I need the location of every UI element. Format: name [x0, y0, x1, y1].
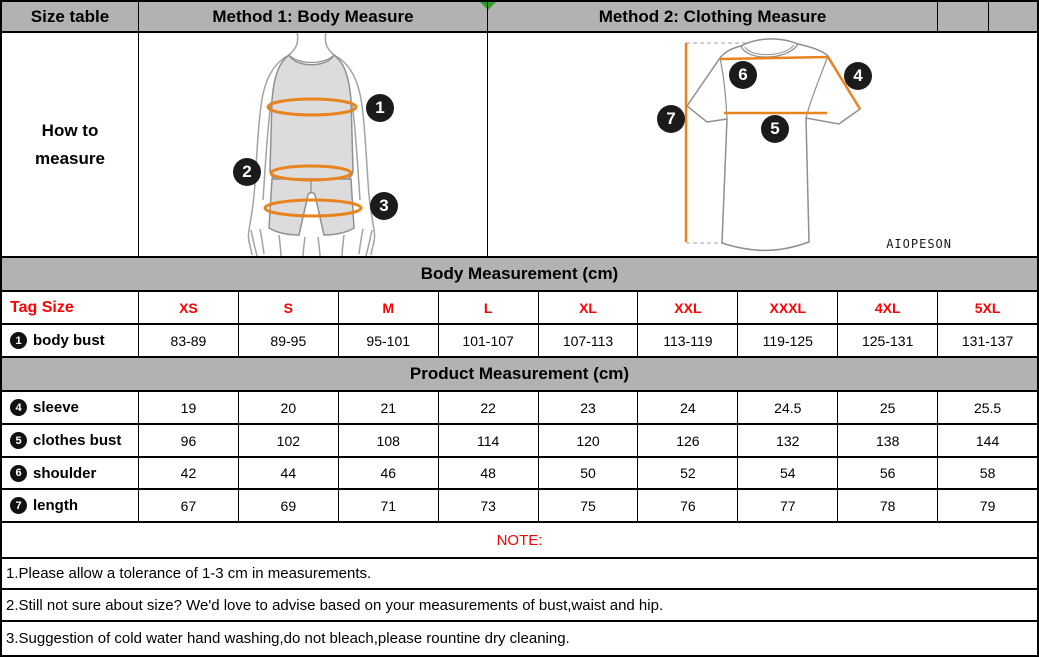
- body-bust-value: 89-95: [239, 325, 339, 356]
- body-bust-value: 131-137: [961, 332, 1014, 349]
- size-header: S: [239, 292, 339, 323]
- body-bust-label: [2, 325, 139, 356]
- body-bust-row: [2, 325, 1037, 358]
- product-measurement-title: Product Measurement (cm): [2, 358, 1037, 390]
- note-title: NOTE:: [496, 531, 543, 549]
- method1-header-label: Method 1: Body Measure: [212, 6, 414, 26]
- length-value: 71: [339, 490, 439, 521]
- sleeve-label: [2, 392, 139, 423]
- circled-5-icon: 5: [10, 432, 27, 449]
- length-value: 69: [239, 490, 339, 521]
- length-value: 76: [638, 490, 738, 521]
- size-header: XXL: [638, 292, 738, 323]
- body-measure-illustration: [139, 33, 488, 256]
- corner-flag-icon: [488, 2, 496, 10]
- clothes-bust-value: 114: [439, 425, 539, 456]
- shoulder-label-text: shoulder: [33, 464, 97, 482]
- sleeve-value: 22: [439, 392, 539, 423]
- shoulder-value: 56: [838, 458, 938, 488]
- length-value: 73: [439, 490, 539, 521]
- body-bust-value: 119-125: [738, 325, 838, 356]
- length-label: [2, 490, 139, 521]
- tag-size-label: Tag Size: [2, 292, 139, 323]
- shoulder-value: 44: [239, 458, 339, 488]
- hip-measure-badge: 3: [370, 192, 398, 220]
- length-value: 78: [838, 490, 938, 521]
- shoulder-value: 46: [339, 458, 439, 488]
- illustration-row: [2, 33, 1037, 258]
- size-header: L: [439, 292, 539, 323]
- clothing-measure-illustration: [488, 33, 1037, 256]
- sleeve-row: [2, 392, 1037, 425]
- sleeve-value: 25: [838, 392, 938, 423]
- shoulder-label: [2, 458, 139, 488]
- note-item: 3.Suggestion of cold water hand washing,do not bleach,please rountine dry cleaning.: [6, 630, 570, 647]
- shoulder-value: 58: [979, 465, 996, 481]
- circled-4-icon: 4: [10, 399, 27, 416]
- note-row-2: [2, 590, 1037, 622]
- shoulder-value: 54: [738, 458, 838, 488]
- sleeve-value: 20: [239, 392, 339, 423]
- clothes-bust-value: 138: [838, 425, 938, 456]
- body-bust-value: 125-131: [838, 325, 938, 356]
- length-row: [2, 490, 1037, 523]
- body-bust-value: 95-101: [339, 325, 439, 356]
- clothes-bust-value: 96: [139, 425, 239, 456]
- sleeve-label-text: sleeve: [33, 399, 79, 416]
- method1-header: [139, 2, 488, 31]
- how-to-measure-label: [2, 33, 139, 256]
- shoulder-value: 50: [539, 458, 639, 488]
- clothes-bust-label-text: clothes bust: [33, 432, 122, 449]
- sleeve-value: 23: [539, 392, 639, 423]
- size-header: XL: [539, 292, 639, 323]
- note-item: 1.Please allow a tolerance of 1-3 cm in measurements.: [6, 565, 372, 582]
- body-bust-value: 107-113: [539, 325, 639, 356]
- body-measurement-section-header: [2, 258, 1037, 292]
- clothes-bust-value: 120: [539, 425, 639, 456]
- length-measure-badge: 7: [657, 105, 685, 133]
- corner-flag-icon: [480, 2, 487, 9]
- sleeve-measure-badge: 4: [844, 62, 872, 90]
- tag-size-row: [2, 292, 1037, 325]
- tshirt-drawing: [489, 33, 1036, 256]
- size-header: XXXL: [738, 292, 838, 323]
- bust-measure-badge: 1: [366, 94, 394, 122]
- top-header-row: [2, 2, 1037, 33]
- shoulder-value: 48: [439, 458, 539, 488]
- clothes-bust-value: 102: [239, 425, 339, 456]
- note-title-row: [2, 523, 1037, 559]
- sleeve-value: 21: [339, 392, 439, 423]
- sleeve-value: 19: [139, 392, 239, 423]
- size-header: XS: [139, 292, 239, 323]
- clothes-bust-label: [2, 425, 139, 456]
- length-value: 79: [979, 497, 996, 514]
- body-bust-value: 101-107: [439, 325, 539, 356]
- waist-measure-badge: 2: [233, 158, 261, 186]
- shoulder-value: 42: [139, 458, 239, 488]
- length-value: 77: [738, 490, 838, 521]
- clothes-bust-value: 108: [339, 425, 439, 456]
- note-item: 2.Still not sure about size? We'd love to advise based on your measurements of bust,waist and hip.: [6, 596, 664, 614]
- note-row-3: [2, 622, 1037, 655]
- empty-header-cell: [938, 2, 989, 31]
- circled-1-icon: 1: [10, 332, 27, 349]
- method2-header-label: Method 2: Clothing Measure: [598, 6, 827, 26]
- length-label-text: length: [33, 497, 78, 514]
- size-header: 5XL: [974, 299, 1001, 316]
- body-figure-drawing: [139, 33, 487, 256]
- size-header: 4XL: [838, 292, 938, 323]
- size-table-header: Size table: [2, 2, 139, 31]
- sleeve-value: 24: [638, 392, 738, 423]
- size-header: M: [339, 292, 439, 323]
- product-measurement-section-header: [2, 358, 1037, 392]
- shoulder-measure-badge: 6: [729, 61, 757, 89]
- sleeve-value: 25.5: [973, 399, 1002, 416]
- sleeve-value: 24.5: [738, 392, 838, 423]
- shoulder-row: [2, 458, 1037, 490]
- note-row-1: [2, 559, 1037, 590]
- clothes-bust-value: 132: [738, 425, 838, 456]
- body-bust-value: 83-89: [139, 325, 239, 356]
- clothes-bust-row: [2, 425, 1037, 458]
- length-value: 67: [139, 490, 239, 521]
- how-to-line1: How to: [41, 121, 99, 141]
- circled-7-icon: 7: [10, 497, 27, 514]
- brand-label: AIOPESON: [886, 237, 952, 251]
- length-value: 75: [539, 490, 639, 521]
- body-bust-value: 113-119: [638, 325, 738, 356]
- method2-header: [488, 2, 938, 31]
- body-bust-label-text: body bust: [33, 332, 105, 349]
- clothes-bust-measure-badge: 5: [761, 115, 789, 143]
- how-to-line2: measure: [35, 148, 105, 168]
- clothes-bust-value: 144: [975, 432, 1000, 449]
- clothes-bust-value: 126: [638, 425, 738, 456]
- shoulder-value: 52: [638, 458, 738, 488]
- body-measurement-title: Body Measurement (cm): [2, 258, 1037, 290]
- empty-header-cell: [989, 2, 1037, 31]
- circled-6-icon: 6: [10, 465, 27, 482]
